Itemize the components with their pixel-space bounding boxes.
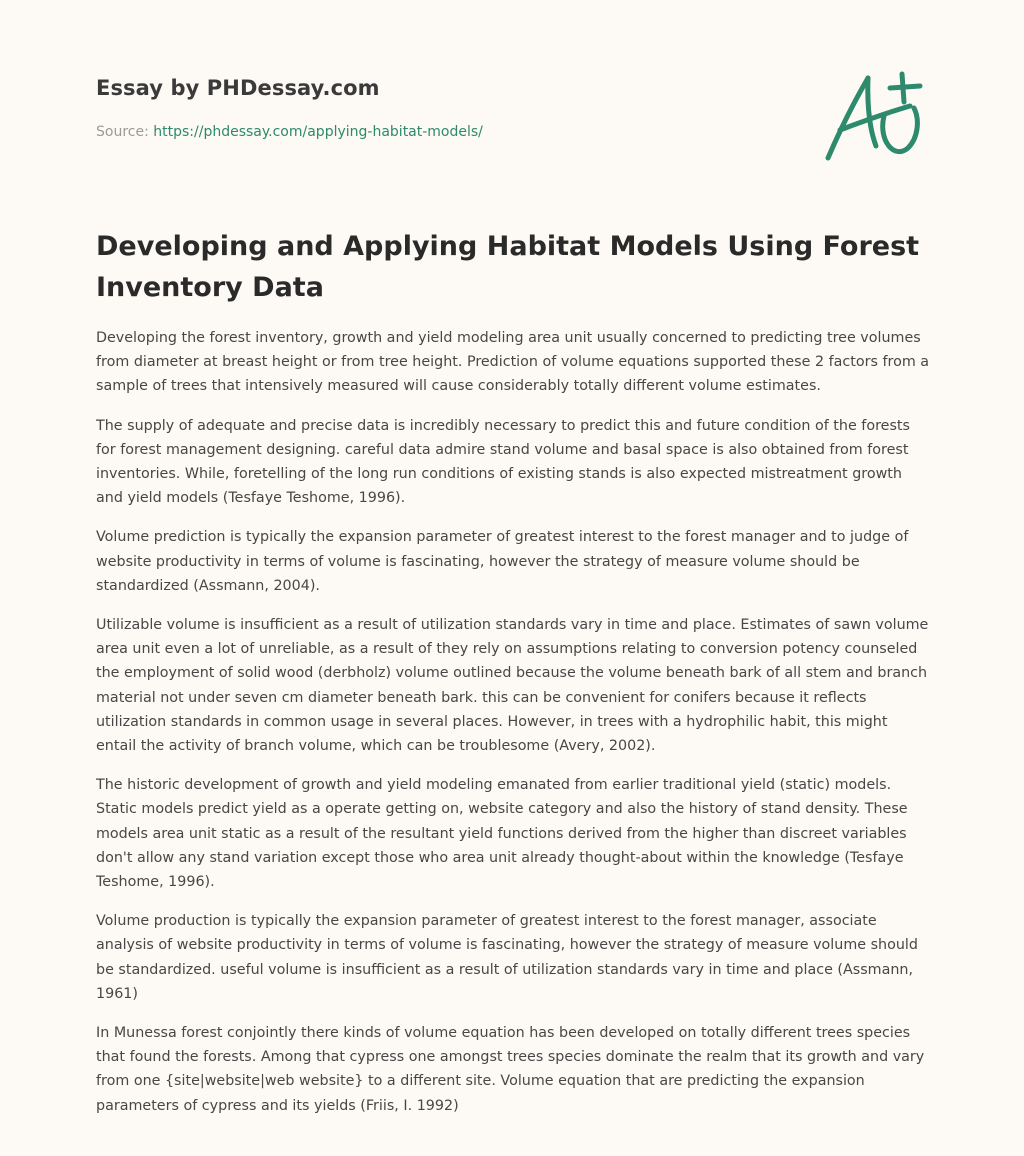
paragraph-6: Volume production is typically the expansion parameter of greatest interest to the forest manager, associate analysis of website productivity in terms of volume is fascinating, however the strategy of measure volume should be standardized. useful volume is insufficient as a result of utilization standards vary in time and place (Assmann, 1961) [96, 913, 918, 1002]
paragraph-1: Developing the forest inventory, growth and yield modeling area unit usually concerned to predicting tree volumes from diameter at breast height or from tree height. Prediction of volume equations supported these 2 factors from a sample of trees that intensively measured will cause considerably totally different volume estimates. [96, 330, 930, 395]
a-plus-logo-icon [818, 68, 930, 168]
source-line [96, 124, 483, 140]
site-brand: Essay by PHDessay.com [96, 76, 380, 100]
paragraph-7: In Munessa forest conjointly there kinds of volume equation has been developed on totally different trees species that found the forests. Among that cypress one amongst trees species dominate the realm that its growth and vary from one {site|website|web website} to a different site. Volume equation that are predicting the expansion parameters of cypress and its yields (Friis, I. 1992) [96, 1025, 925, 1114]
paragraph-5: The historic development of growth and yield modeling emanated from earlier traditional yield (static) models. Static models predict yield as a operate getting on, website category and also the history of stand density. These models area unit static as a result of the resultant yield functions derived from the higher than discreet variables don't allow any stand variation except those who area unit already thought-about within the knowledge (Tesfaye Teshome, 1996). [96, 777, 908, 891]
paragraph-4: Utilizable volume is insufficient as a result of utilization standards vary in time and place. Estimates of sawn volume area unit even a lot of unreliable, as a result of they rely on assumptions relating to conversion potency counseled the employment of solid wood (derbholz) volume outlined because the volume beneath bark of all stem and branch material not under seven cm diameter beneath bark. this can be convenient for conifers because it reflects utilization standards in common usage in several places. However, in trees with a hydrophilic habit, this might entail the activity of branch volume, which can be troublesome (Avery, 2002). [96, 617, 929, 755]
paragraph-3: Volume prediction is typically the expansion parameter of greatest interest to the forest manager and to judge of website productivity in terms of volume is fascinating, however the strategy of measure volume should be standardized (Assmann, 2004). [96, 529, 909, 594]
paragraph-2: The supply of adequate and precise data is incredibly necessary to predict this and future condition of the forests for forest management designing. careful data admire stand volume and basal space is also obtained from forest inventories. While, foretelling of the long run conditions of existing stands is also expected mistreatment growth and yield models (Tesfaye Teshome, 1996). [96, 417, 910, 507]
source-label: Source: [96, 124, 154, 140]
source-link[interactable]: https://phdessay.com/applying-habitat-models/ [153, 124, 483, 140]
article-title: Developing and Applying Habitat Models Using Forest Inventory Data [96, 231, 920, 303]
article-body [96, 326, 932, 1133]
